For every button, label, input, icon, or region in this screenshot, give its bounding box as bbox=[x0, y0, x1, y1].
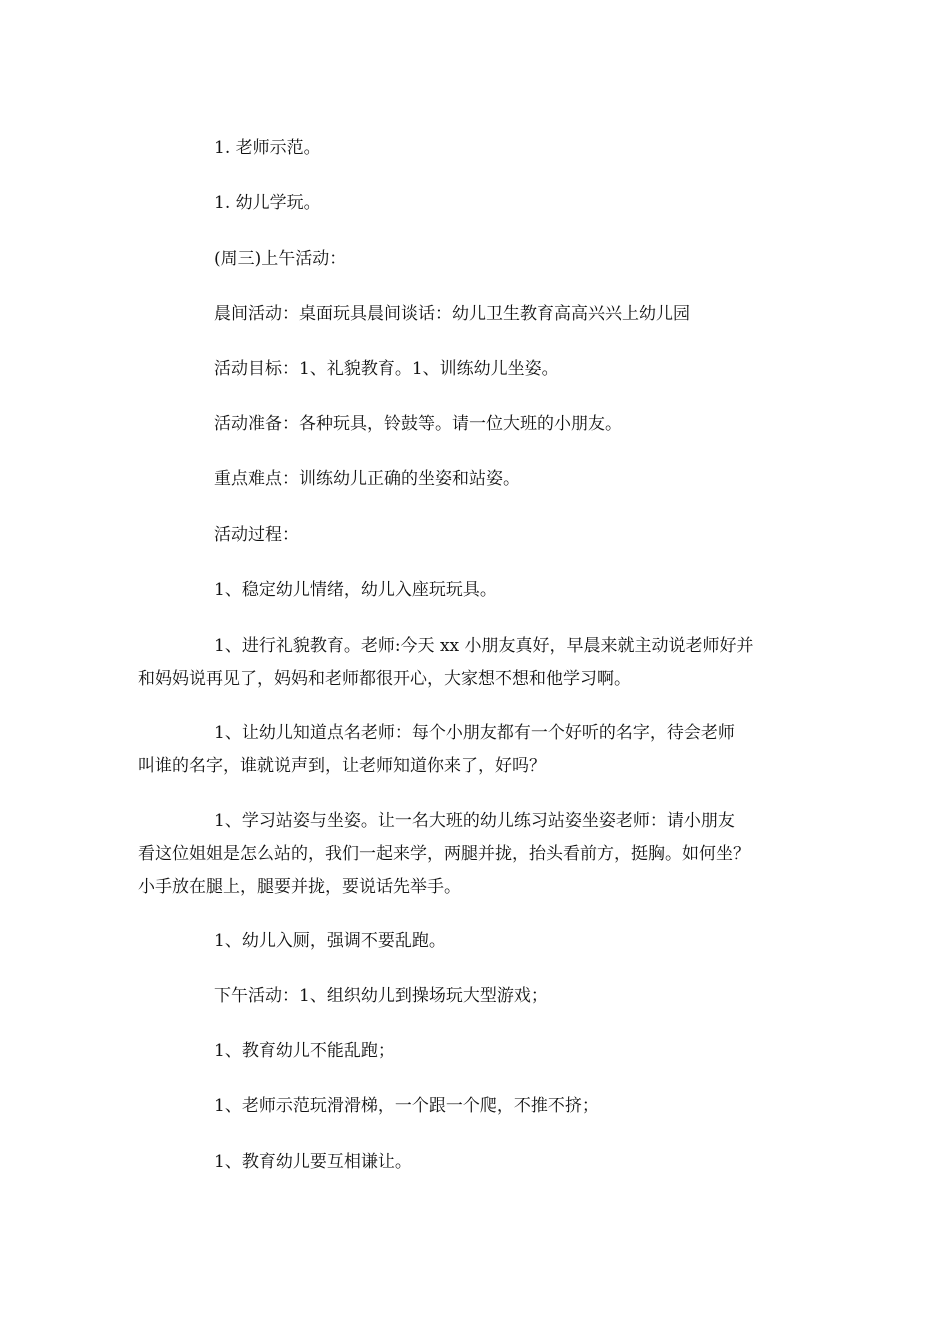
paragraph-11-line-2: 叫谁的名字，谁就说声到，让老师知道你来了，好吗？ bbox=[138, 756, 546, 776]
paragraph-11-line-1: 1、让幼儿知道点名老师：每个小朋友都有一个好听的名字，待会老师 bbox=[214, 723, 735, 743]
paragraph-2: 1. 幼儿学玩。 bbox=[214, 193, 321, 213]
paragraph-9: 1、稳定幼儿情绪，幼儿入座玩玩具。 bbox=[214, 580, 497, 600]
paragraph-10 bbox=[138, 630, 838, 696]
paragraph-15: 1、教育幼儿不能乱跑； bbox=[214, 1041, 395, 1061]
paragraph-16: 1、老师示范玩滑滑梯，一个跟一个爬，不推不挤； bbox=[214, 1096, 599, 1116]
paragraph-12-line-2: 看这位姐姐是怎么站的，我们一起来学，两腿并拢，抬头看前方，挺胸。如何坐？ bbox=[138, 844, 750, 864]
paragraph-13: 1、幼儿入厕，强调不要乱跑。 bbox=[214, 931, 446, 951]
paragraph-14: 下午活动：1、组织幼儿到操场玩大型游戏； bbox=[214, 986, 548, 1006]
paragraph-17: 1、教育幼儿要互相谦让。 bbox=[214, 1152, 412, 1172]
paragraph-10-line-2: 和妈妈说再见了，妈妈和老师都很开心，大家想不想和他学习啊。 bbox=[138, 669, 631, 689]
paragraph-8: 活动过程： bbox=[214, 525, 299, 545]
paragraph-7: 重点难点：训练幼儿正确的坐姿和站姿。 bbox=[214, 469, 520, 489]
paragraph-6: 活动准备：各种玩具，铃鼓等。请一位大班的小朋友。 bbox=[214, 414, 622, 434]
paragraph-12 bbox=[138, 805, 838, 904]
paragraph-10-line-1: 1、进行礼貌教育。老师:今天 xx 小朋友真好，早晨来就主动说老师好并 bbox=[214, 636, 754, 656]
paragraph-11 bbox=[138, 717, 838, 783]
paragraph-12-line-1: 1、学习站姿与坐姿。让一名大班的幼儿练习站姿坐姿老师：请小朋友 bbox=[214, 811, 735, 831]
paragraph-12-line-3: 小手放在腿上，腿要并拢，要说话先举手。 bbox=[138, 877, 461, 897]
paragraph-3: (周三)上午活动： bbox=[214, 249, 347, 269]
paragraph-5: 活动目标：1、礼貌教育。1、训练幼儿坐姿。 bbox=[214, 359, 559, 379]
paragraph-4: 晨间活动：桌面玩具晨间谈话：幼儿卫生教育高高兴兴上幼儿园 bbox=[214, 304, 690, 324]
paragraph-1: 1. 老师示范。 bbox=[214, 138, 321, 158]
